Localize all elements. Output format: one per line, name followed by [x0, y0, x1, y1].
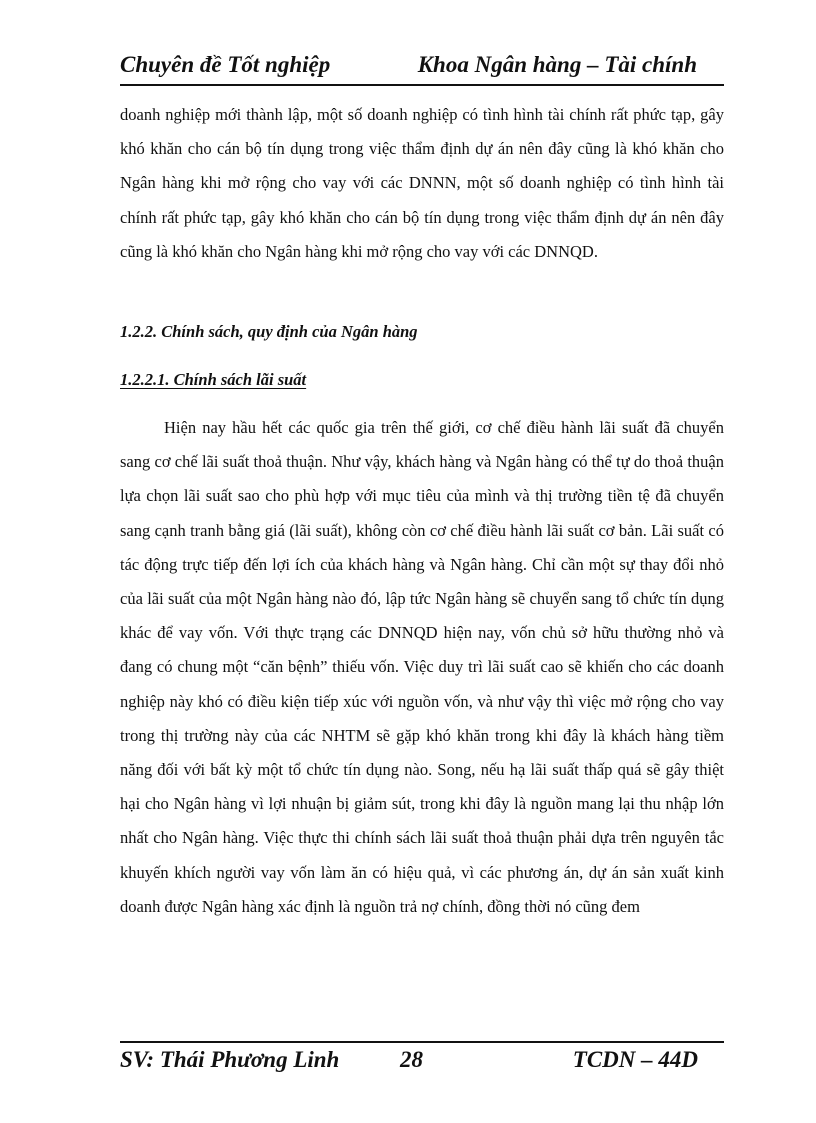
footer-student-name: SV: Thái Phương Linh	[120, 1047, 340, 1072]
paragraph-2: Hiện nay hầu hết các quốc gia trên thế giới, cơ chế điều hành lãi suất đã chuyển sang cơ chế lãi suất thoả thuận. Như vậy, khách hàng và Ngân hàng có thể tự do thoả thuận lựa chọn lãi suất sao cho phù hợp với mục tiêu của mình và thị trường tiền tệ đã chuyển sang cạnh tranh bằng giá (lãi suất), không còn cơ chế điều hành lãi suất cơ bản. Lãi suất có tác động trực tiếp đến lợi ích của khách hàng và Ngân hàng. Chỉ cần một sự thay đổi nhỏ của lãi suất của một Ngân hàng nào đó, lập tức Ngân hàng sẽ chuyển sang tổ chức tín dụng khác để vay vốn. Với thực trạng các DNNQD hiện nay, vốn chủ sở hữu thường nhỏ và đang có chung một “căn bệnh” thiếu vốn. Việc duy trì lãi suất cao sẽ khiến cho các doanh nghiệp này khó có điều kiện tiếp xúc với nguồn vốn, và như vậy thì việc mở rộng cho vay trong thị trường này của các NHTM sẽ gặp khó khăn trong khi đây là khách hàng tiềm năng đối với bất kỳ một tổ chức tín dụng nào. Song, nếu hạ lãi suất thấp quá sẽ gây thiệt hại cho Ngân hàng vì lợi nhuận bị giảm sút, trong khi đây là nguồn mang lại thu nhập lớn nhất cho Ngân hàng. Việc thực thi chính sách lãi suất thoả thuận phải dựa trên nguyên tắc khuyến khích người vay vốn làm ăn có hiệu quả, vì các phương án, dự án sản xuất kinh doanh được Ngân hàng xác định là nguồn trả nợ chính, đồng thời nó cũng đem	[120, 418, 724, 916]
page-header	[120, 50, 724, 86]
paragraph-continuation	[120, 98, 724, 269]
paragraph-1: doanh nghiệp mới thành lập, một số doanh nghiệp có tình hình tài chính rất phức tạp, gây khó khăn cho cán bộ tín dụng trong việc thẩm định dự án nên đây cũng là khó khăn cho Ngân hàng khi mở rộng cho vay với các DNNN, một số doanh nghiệp có tình hình tài chính rất phức tạp, gây khó khăn cho cán bộ tín dụng trong việc thẩm định dự án nên đây cũng là khó khăn cho Ngân hàng khi mở rộng cho vay với các DNNQD.	[120, 105, 724, 261]
header-thesis-title: Chuyên đề Tốt nghiệp	[120, 52, 331, 77]
page-footer	[120, 1041, 724, 1079]
section-heading-1-2-2-1: 1.2.2.1. Chính sách lãi suất	[120, 370, 307, 389]
header-faculty: Khoa Ngân hàng – Tài chính	[417, 52, 697, 77]
interest-rate-section	[120, 411, 724, 924]
footer-class-code: TCDN – 44D	[572, 1047, 698, 1072]
section-heading-1-2-2: 1.2.2. Chính sách, quy định của Ngân hàng	[120, 322, 418, 341]
footer-page-number: 28	[400, 1047, 423, 1072]
